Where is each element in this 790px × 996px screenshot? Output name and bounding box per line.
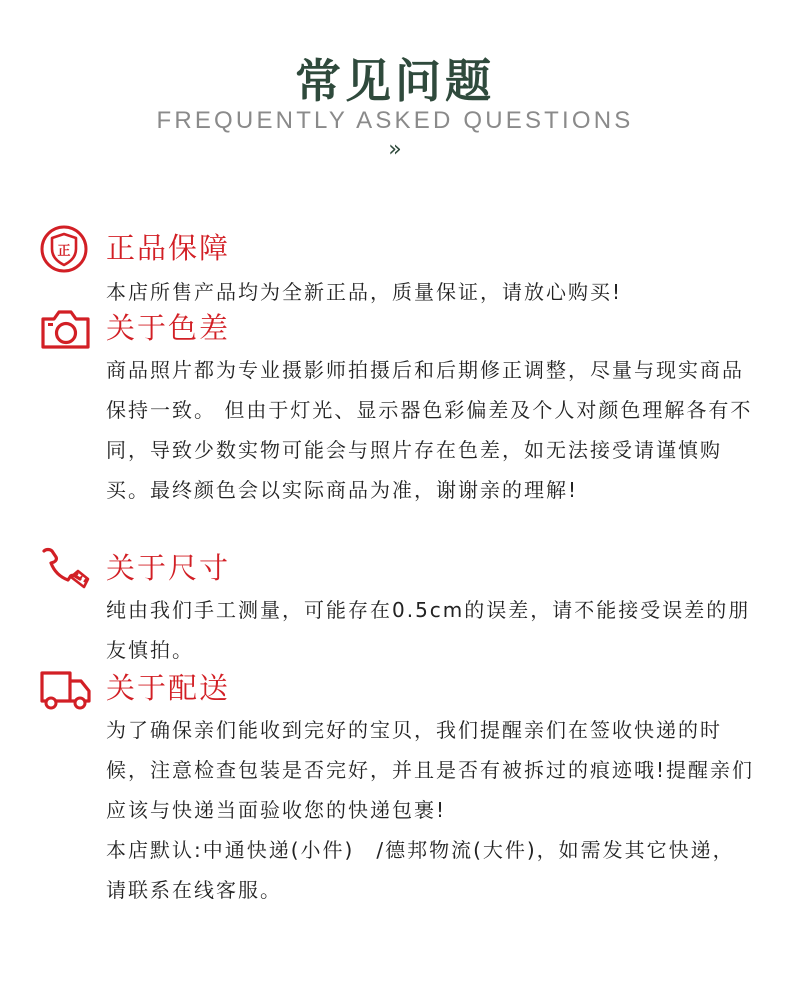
section-authentic-header [0, 225, 790, 273]
section-size-text: 纯由我们手工测量，可能存在0.5cm的误差，请不能接受误差的朋友慎拍。 [106, 598, 751, 662]
section-color-text: 商品照片都为专业摄影师拍摄后和后期修正调整，尽量与现实商品保持一致。 但由于灯光、显示器色彩偏差及个人对颜色理解各有不同，导致少数实物可能会与照片存在色差，如无法接受请谨慎购买。最终颜色会以实际商品为准，谢谢亲的理解! [106, 358, 753, 502]
page-subtitle: FREQUENTLY ASKED QUESTIONS [156, 107, 634, 134]
section-title-authentic: 正品保障 [106, 231, 231, 265]
section-color-header [0, 305, 790, 353]
section-delivery-text: 为了确保亲们能收到完好的宝贝，我们提醒亲们在签收快递的时候，注意检查包装是否完好，并且是否有被拆过的痕迹哦!提醒亲们应该与快递当面验收您的快递包裹! [106, 718, 755, 822]
page-title: 常见问题 [295, 54, 495, 108]
truck-icon [38, 665, 94, 713]
section-title-delivery: 关于配送 [106, 671, 231, 705]
tape-measure-icon [38, 545, 94, 593]
section-delivery-header [0, 665, 790, 713]
section-delivery-default-courier: 本店默认:中通快递(小件) /德邦物流(大件)，如需发其它快递，请联系在线客服。 [106, 838, 735, 902]
section-title-color: 关于色差 [106, 311, 231, 345]
section-size-header [0, 545, 790, 593]
chevron-down-icon: » [388, 137, 402, 162]
camera-icon [38, 305, 94, 353]
section-title-size: 关于尺寸 [106, 551, 231, 585]
shield-badge-icon [38, 225, 94, 273]
badge-text: 正 [57, 244, 71, 259]
section-authentic-text: 本店所售产品均为全新正品，质量保证，请放心购买! [106, 280, 623, 304]
